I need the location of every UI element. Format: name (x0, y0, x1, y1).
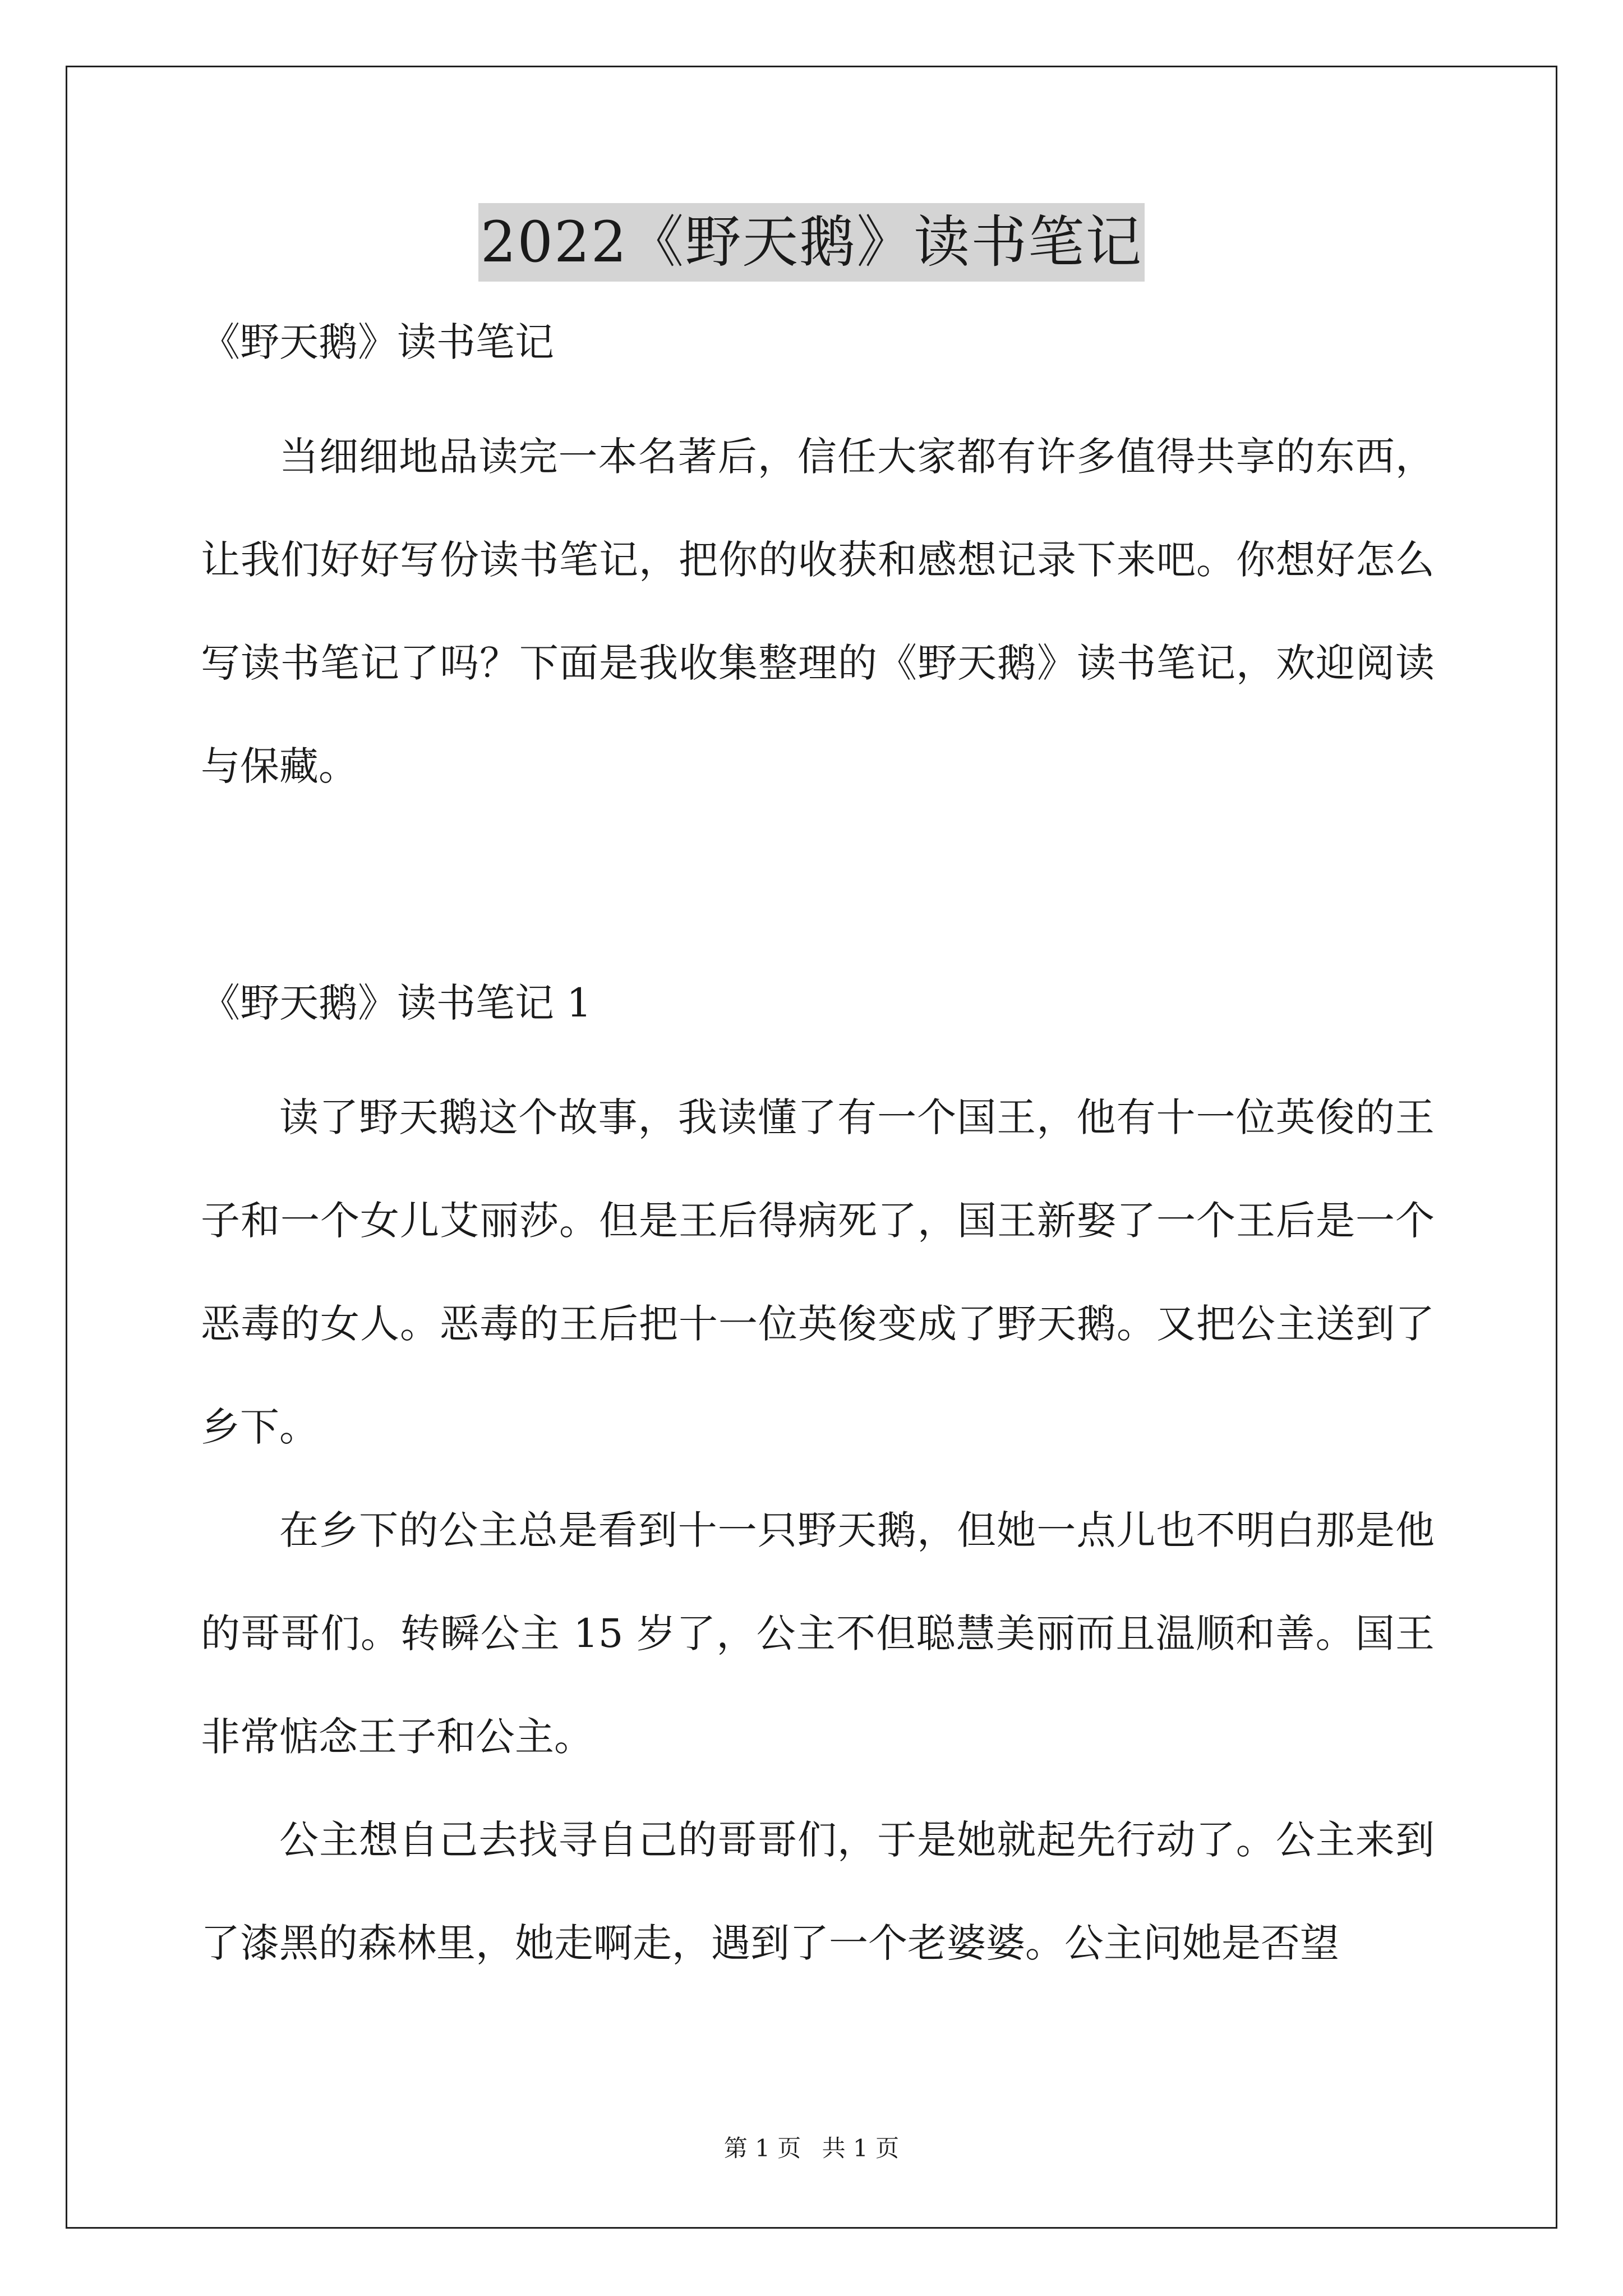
body-paragraph: 公主想自己去找寻自己的哥哥们，于是她就起先行动了。公主来到了漆黑的森林里，她走啊走，遇到了一个老婆婆。公主问她是否望 (201, 1817, 1435, 1966)
section-heading: 《野天鹅》读书笔记 1 (201, 980, 592, 1026)
page-number-current: 第 1 页 (723, 2134, 801, 2162)
intro-paragraph: 当细细地品读完一本名著后，信任大家都有许多值得共享的东西，让我们好好写份读书笔记，把你的收获和感想记录下来吧。你想好怎么写读书笔记了吗？下面是我收集整理的《野天鹅》读书笔记，欢迎阅读与保藏。 (201, 434, 1435, 789)
document-body (201, 314, 1435, 1995)
intro-heading: 《野天鹅》读书笔记 (201, 319, 554, 365)
title-container (0, 203, 1623, 282)
page-number-total: 共 1 页 (822, 2134, 900, 2162)
body-paragraph: 读了野天鹅这个故事，我读懂了有一个国王，他有十一位英俊的王子和一个女儿艾丽莎。但是王后得病死了，国王新娶了一个王后是一个恶毒的女人。恶毒的王后把十一位英俊变成了野天鹅。又把公主送到了乡下。 (201, 1094, 1435, 1450)
page-footer (0, 2132, 1623, 2165)
body-paragraph: 在乡下的公主总是看到十一只野天鹅，但她一点儿也不明白那是他的哥哥们。转瞬公主 15 岁了，公主不但聪慧美丽而且温顺和善。国王非常惦念王子和公主。 (201, 1507, 1435, 1760)
document-title: 2022《野天鹅》读书笔记 (478, 203, 1145, 282)
